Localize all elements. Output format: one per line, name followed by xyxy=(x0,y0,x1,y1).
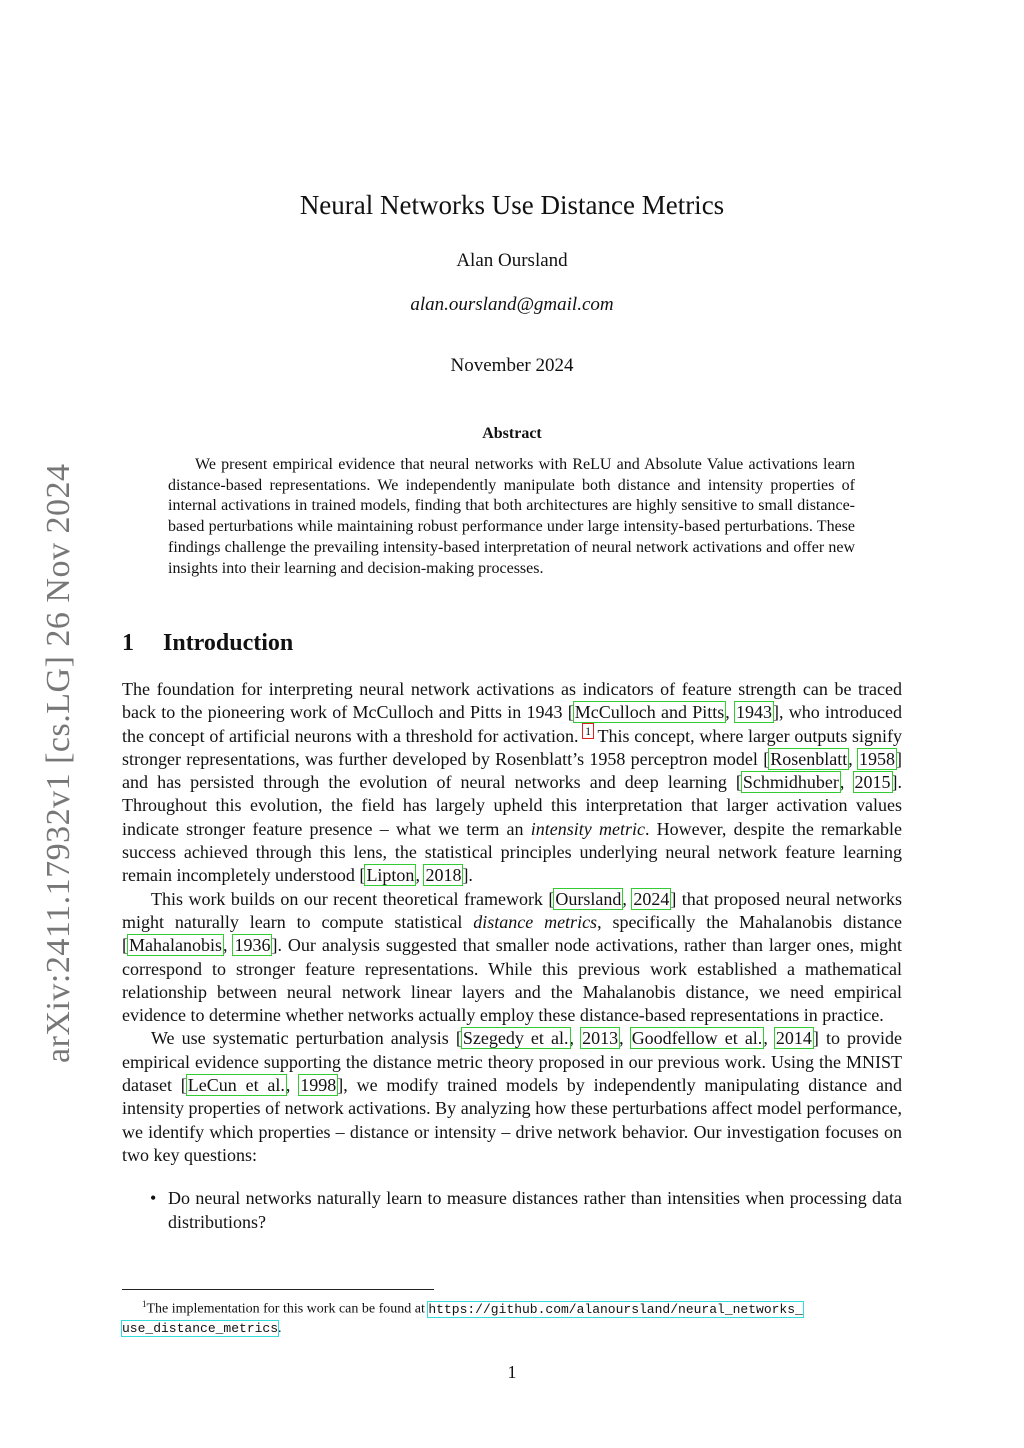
paragraph-2: This work builds on our recent theoretical framework [Oursland, 2024] that proposed neural networks might naturally learn to compute statistical distance metrics, specifically the Mahalanobis distance [Mahalanobis, 1936]. Our analysis suggested that smaller node activations, rather than larger ones, might correspond to stronger feature representations. While this previous work established a mathematical relationship between neural network linear layers and the Mahalanobis distance, we need empirical evidence to determine whether networks actually employ these distance-based representations in practice. xyxy=(122,888,902,1026)
citation-link[interactable]: McCulloch and Pitts xyxy=(574,702,725,723)
citation-link[interactable]: Oursland xyxy=(555,888,622,909)
author-email: alan.oursland@gmail.com xyxy=(410,294,614,315)
section-heading-introduction xyxy=(122,630,293,657)
abstract-heading: Abstract xyxy=(482,425,542,442)
section-number: 1 xyxy=(122,630,134,656)
author-name: Alan Oursland xyxy=(456,250,568,271)
text-run: This concept, where larger outputs signify stronger representations, was further developed by Rosenblatt’s 1958 perceptron model [ xyxy=(122,725,903,769)
citation-link[interactable]: 1943 xyxy=(736,702,773,723)
text-run: ] and has persisted through the evolution of neural networks and deep learning [ xyxy=(122,748,902,793)
footnote-rule xyxy=(122,1289,434,1290)
citation-link[interactable]: 2015 xyxy=(854,772,891,793)
paragraph-1: The foundation for interpreting neural network activations as indicators of feature strength can be traced back to the pioneering work of McCulloch and Pitts in 1943 [McCulloch and Pitts, 1943], who introduced the concept of artificial neurons with a threshold for activation. $^1$ This concept, where larger outputs signify stronger representations, was further developed by Rosenblatt’s 1958 perceptron model [Rosenblatt, 1958] and has persisted through the evolution of neural networks and deep learning [Schmidhuber, 2015]. Throughout this evolution, the field has largely upheld this interpretation that larger activation values indicate stronger feature presence – what we term an intensity metric. However, despite the remarkable success achieved through this lens, the statistical principles underlying neural network feature learning remain incompletely understood [Lipton, 2018]. xyxy=(122,679,903,886)
url-part: https://github.com/alanoursland/neural_networks_ xyxy=(428,1301,803,1317)
citation-link[interactable]: Schmidhuber xyxy=(742,772,839,793)
abstract-text: We present empirical evidence that neural networks with ReLU and Absolute Value activations learn distance-based representations. We independently manipulate both distance and intensity properties of internal activations in trained models, finding that both architectures are highly sensitive to small distance-based perturbations while maintaining robust performance under large intensity-based perturbations. These findings challenge the prevailing intensity-based interpretation of neural network activations and offer new insights into their learning and decision-making processes. xyxy=(168,456,855,577)
text-run: . However, despite the remarkable success achieved through this lens, the statistical principles underlying neural network feature learning remain incompletely understood [ xyxy=(122,818,902,886)
emphasis-term: distance metrics xyxy=(473,911,598,932)
text-run: ]. Our analysis suggested that smaller node activations, rather than larger ones, might correspond to stronger feature representations. While this previous work established a mathematical relationship between neural network linear layers and the Mahalanobis distance, we need empirical evidence to determine whether networks actually employ these distance-based representations in practice. xyxy=(122,935,902,1026)
footnote-mark: 1 xyxy=(142,1299,147,1309)
footnote-end: . xyxy=(278,1320,282,1336)
url-part: use_distance_metrics xyxy=(122,1320,279,1336)
footnote-text: The implementation for this work can be found at xyxy=(146,1301,429,1317)
paragraph-3: We use systematic perturbation analysis [Szegedy et al., 2013, Goodfellow et al., 2014] to provide empirical evidence supporting the distance metric theory proposed in our previous work. Using the MNIST dataset [LeCun et al., 1998], we modify trained models by independently manipulating distance and intensity properties of network activations. By analyzing how these perturbations affect model performance, we identify which properties – distance or intensity – drive network behavior. Our investigation focuses on two key questions: xyxy=(122,1028,903,1165)
emphasis-term: intensity metric xyxy=(530,818,645,839)
citation-link[interactable]: 2013 xyxy=(582,1028,619,1049)
question-list xyxy=(122,1187,902,1234)
text-run: We use systematic perturbation analysis [ xyxy=(151,1028,462,1049)
citation-link[interactable]: Goodfellow et al. xyxy=(631,1028,763,1049)
citation-link[interactable]: 2014 xyxy=(775,1028,812,1049)
text-run: , specifically the Mahalanobis distance [ xyxy=(122,911,902,956)
paper-title: Neural Networks Use Distance Metrics xyxy=(299,190,725,220)
text-run: This work builds on our recent theoretical framework [ xyxy=(151,888,555,909)
citation-link[interactable]: Rosenblatt xyxy=(770,748,848,769)
text-run: ], who introduced the concept of artificial neurons with a threshold for activation. xyxy=(122,702,903,746)
citation-link[interactable]: Lipton xyxy=(366,865,415,886)
section-title: Introduction xyxy=(163,630,294,656)
bullet-icon: • xyxy=(150,1188,157,1209)
text-run: ]. xyxy=(462,865,473,886)
citation-link[interactable]: 1998 xyxy=(300,1075,337,1096)
citation-link[interactable]: 2024 xyxy=(633,888,670,909)
text-run: ] that proposed neural networks might naturally learn to compute statistical xyxy=(122,888,902,932)
arxiv-sidebar-stamp: arXiv:2411.17932v1 [cs.LG] 26 Nov 2024 xyxy=(40,463,77,1063)
citation-link[interactable]: LeCun et al. xyxy=(187,1075,285,1096)
citation-link[interactable]: Szegedy et al. xyxy=(462,1028,569,1049)
citation-link[interactable]: 1958 xyxy=(859,748,895,769)
footnote-ref-link[interactable]: 1 xyxy=(585,723,592,738)
citation-link[interactable]: 2018 xyxy=(425,865,462,886)
paper-date: November 2024 xyxy=(450,355,574,376)
footnote-1 xyxy=(122,1295,904,1338)
list-item xyxy=(122,1187,902,1234)
citation-link[interactable]: Mahalanobis xyxy=(129,935,222,956)
list-item-text: Do neural networks naturally learn to measure distances rather than intensities when processing data distributions? xyxy=(168,1188,902,1232)
text-run: ], we modify trained models by independently manipulating distance and intensity properties of network activations. By analyzing how these perturbations affect model performance, we identify which properties – distance or intensity – drive network behavior. Our investigation focuses on two key questions: xyxy=(122,1075,903,1165)
text-run: ] to provide empirical evidence supporting the distance metric theory proposed in our previous work. Using the MNIST dataset [ xyxy=(122,1028,903,1096)
text-run: The foundation for interpreting neural network activations as indicators of feature strength can be traced back to the pioneering work of McCulloch and Pitts in 1943 [ xyxy=(122,679,902,723)
text-run: ]. Throughout this evolution, the field has largely upheld this interpretation that larger activation values indicate stronger feature presence – what we term an xyxy=(122,772,902,839)
citation-link[interactable]: 1936 xyxy=(234,935,271,956)
page-number: 1 xyxy=(507,1362,517,1382)
body-text xyxy=(122,678,902,1234)
